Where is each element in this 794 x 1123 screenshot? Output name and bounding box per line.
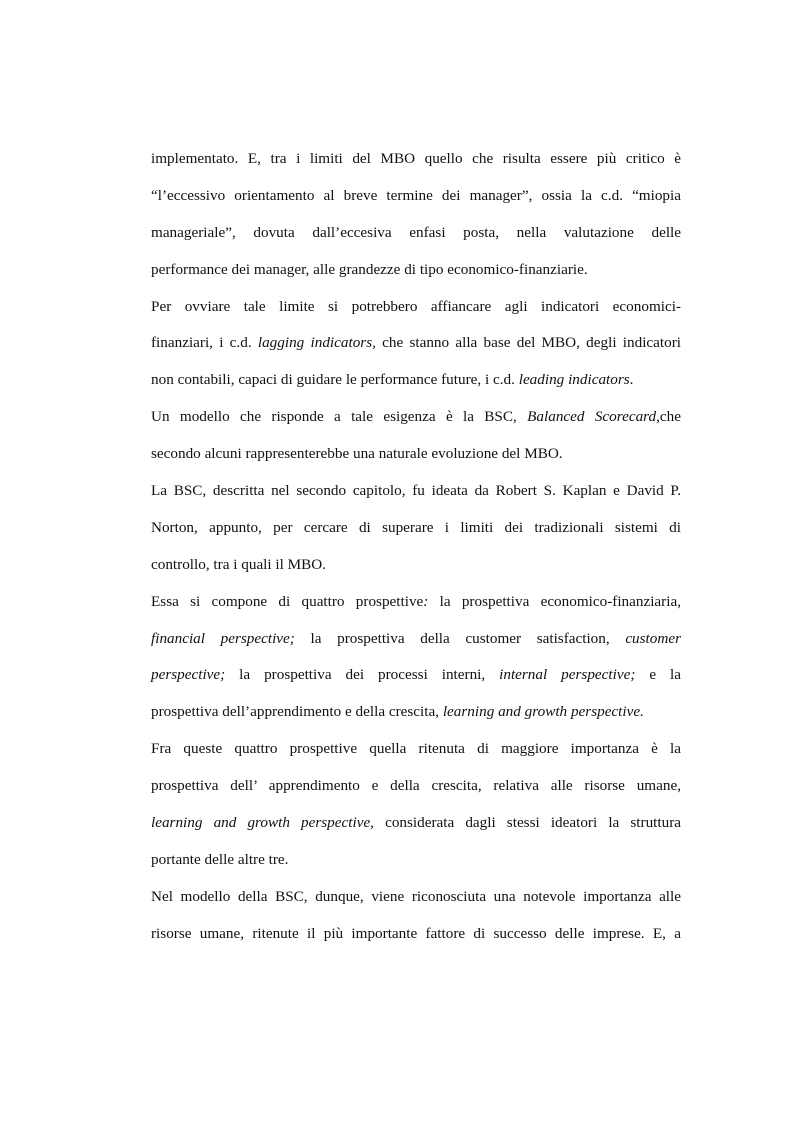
text-run: la prospettiva dei processi interni,: [225, 666, 500, 684]
text-run: Per ovviare tale limite si potrebbero affiancare agli indicatori economici-: [151, 297, 681, 315]
text-line: [151, 289, 681, 326]
italic-text: Balanced Scorecard,: [527, 408, 660, 426]
text-run: Fra queste quattro prospettive quella ritenuta di maggiore importanza è la: [151, 740, 681, 758]
italic-text: leading indicators: [518, 371, 630, 389]
italic-text: :: [423, 592, 429, 610]
text-run: controllo, tra i quali il MBO.: [151, 555, 327, 573]
text-line: [151, 215, 681, 252]
text-run: secondo alcuni rappresenterebbe una naturale evoluzione del MBO.: [151, 445, 563, 463]
text-run: implementato. E, tra i limiti del MBO quello che risulta essere più critico è: [151, 150, 681, 167]
body-text: [151, 141, 681, 953]
text-line: [151, 805, 681, 842]
text-line: [151, 547, 681, 584]
text-run: portante delle altre tre.: [151, 850, 289, 868]
text-line: [151, 916, 681, 953]
text-line: [151, 879, 681, 916]
text-run: prospettiva dell’apprendimento e della crescita,: [151, 703, 443, 721]
italic-text: financial perspective;: [151, 629, 295, 647]
text-line: [151, 252, 681, 289]
text-run: che: [659, 408, 681, 426]
text-run: considerata dagli stessi ideatori la struttura: [373, 814, 681, 832]
text-line: [151, 178, 681, 215]
text-run: la prospettiva della customer satisfaction,: [294, 629, 626, 647]
text-run: Norton, appunto, per cercare di superare i limiti dei tradizionali sistemi di: [151, 518, 681, 536]
text-run: prospettiva dell’ apprendimento e della crescita, relativa alle risorse umane,: [151, 777, 681, 795]
text-run: e la: [635, 666, 681, 684]
italic-text: internal perspective;: [499, 666, 636, 684]
italic-text: perspective;: [151, 666, 226, 684]
text-line: [151, 325, 681, 362]
text-line: [151, 657, 681, 694]
text-run: La BSC, descritta nel secondo capitolo, fu ideata da Robert S. Kaplan e David P.: [151, 482, 681, 500]
text-line: [151, 510, 681, 547]
text-line: [151, 621, 681, 658]
text-line: [151, 584, 681, 621]
text-run: manageriale”, dovuta dall’eccesiva enfasi posta, nella valutazione delle: [151, 223, 681, 241]
text-line: [151, 141, 681, 178]
italic-text: learning and growth perspective,: [151, 814, 374, 832]
text-line: [151, 731, 681, 768]
text-run: .: [629, 371, 634, 389]
text-line: [151, 473, 681, 510]
text-run: non contabili, capaci di guidare le performance future, i c.d.: [151, 371, 519, 389]
italic-text: lagging indicators,: [257, 334, 376, 352]
text-line: [151, 694, 681, 731]
text-run: Essa si compone di quattro prospettive: [151, 592, 424, 610]
text-run: Un modello che risponde a tale esigenza è la BSC,: [151, 408, 528, 426]
text-run: finanziari, i c.d.: [151, 334, 258, 352]
text-run: la prospettiva economico-finanziaria,: [428, 592, 681, 610]
text-line: [151, 362, 681, 399]
italic-text: customer: [625, 629, 681, 647]
text-run: Nel modello della BSC, dunque, viene riconosciuta una notevole importanza alle: [151, 887, 681, 905]
italic-text: learning and growth perspective.: [442, 703, 644, 721]
text-line: [151, 399, 681, 436]
text-run: che stanno alla base del MBO, degli indicatori: [375, 334, 681, 352]
text-line: [151, 768, 681, 805]
text-run: risorse umane, ritenute il più importante fattore di successo delle imprese. E, a: [151, 924, 681, 942]
text-line: [151, 842, 681, 879]
text-run: performance dei manager, alle grandezze di tipo economico-finanziarie.: [151, 260, 588, 278]
text-run: “l’eccessivo orientamento al breve termine dei manager”, ossia la c.d. “miopia: [151, 186, 681, 204]
text-line: [151, 436, 681, 473]
